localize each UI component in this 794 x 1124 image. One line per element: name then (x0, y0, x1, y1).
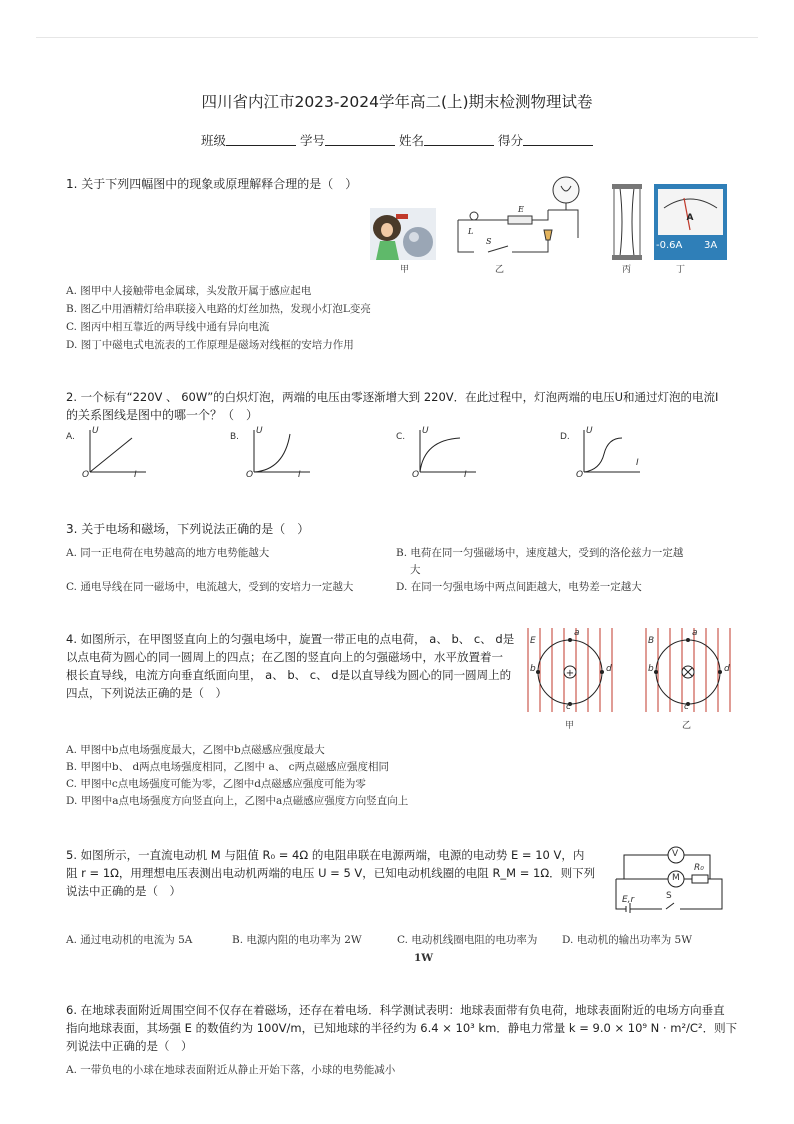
ammeter-terminal-low: -0.6A (656, 240, 683, 251)
name-label: 姓名 (398, 133, 424, 148)
q4-yi-point-c: c (684, 702, 689, 712)
student-info-line (0, 131, 794, 149)
ui-graph-concave-up (230, 426, 320, 482)
q4-figure-yi (640, 628, 740, 712)
q4-yi-point-a: a (692, 628, 698, 638)
q1-option-c[interactable]: C. 图丙中相互靠近的两导线中通有异向电流 (66, 321, 270, 333)
q4-jia-point-c: c (566, 702, 571, 712)
q3-option-a[interactable]: A. 同一正电荷在电势越高的地方电势能越大 (66, 547, 270, 559)
q5-stem-line2: 阻 r = 1Ω，用理想电压表测出电动机两端的电压 U = 5 V，已知电动机线圈的电阻 R_M = 1Ω．则下列 (66, 866, 596, 880)
q4-jia-field-label: E (530, 636, 536, 646)
q5-resistor-label: R₀ (694, 863, 704, 873)
q6-stem-line3: 列说法中正确的是（ ） (66, 1039, 193, 1053)
q2-graph-b-xaxis: I (298, 470, 301, 480)
q2-graph-d-xaxis: I (636, 458, 639, 468)
q2-graph-d-letter: D. (560, 432, 570, 442)
q2-graph-c-yaxis: U (422, 426, 429, 436)
q3-option-b-cont[interactable]: 大 (410, 564, 421, 576)
q1-label-bing: 丙 (622, 265, 632, 275)
svg-text:+: + (565, 668, 575, 679)
q6-option-a[interactable]: A. 一带负电的小球在地球表面附近从静止开始下落，小球的电势能减小 (66, 1064, 396, 1076)
q4-label-yi: 乙 (682, 721, 692, 731)
q2-graph-c-letter: C. (396, 432, 406, 442)
q5-circuit-figure (600, 843, 730, 913)
q1-option-b[interactable]: B. 图乙中用酒精灯给串联接入电路的灯丝加热，发现小灯泡L变亮 (66, 303, 371, 315)
q4-option-b[interactable]: B. 甲图中b、 d两点电场强度相同，乙图中 a、 c两点磁感应强度相同 (66, 761, 389, 773)
q5-option-a[interactable]: A. 通过电动机的电流为 5A (66, 934, 193, 946)
q5-voltmeter-label: V (672, 849, 679, 859)
q4-stem-line3: 根长直导线，电流方向垂直纸面向里， a、 b、 c、 d是以直导线为圆心的同一圆周上的 (66, 668, 512, 682)
q1-figure-jia (370, 208, 436, 260)
q3-option-d[interactable]: D. 在同一匀强电场中两点间距越大，电势差一定越大 (396, 581, 642, 593)
q2-graph-b-origin: O (246, 470, 254, 480)
score-label: 得分 (497, 133, 523, 148)
motor-circuit-diagram (600, 843, 730, 913)
ui-graph-linear (66, 426, 156, 482)
q2-graph-d-origin: O (576, 470, 584, 480)
parallel-wires-illustration (612, 184, 642, 260)
q2-stem-line2: 的关系图线是图中的哪一个？（ ） (66, 408, 259, 422)
q5-switch-label: S (666, 891, 672, 901)
q4-yi-point-d: d (724, 664, 730, 674)
q6-stem-line1: 6. 在地球表面附近周围空间不仅存在着磁场，还存在着电场．科学测试表明：地球表面带有负电荷，地球表面附近的电场方向垂直 (66, 1003, 725, 1017)
q1-option-d[interactable]: D. 图丁中磁电式电流表的工作原理是磁场对线框的安培力作用 (66, 339, 354, 351)
q2-graph-c-origin: O (412, 470, 420, 480)
q5-option-c[interactable]: C. 电动机线圈电阻的电功率为 (397, 934, 538, 946)
svg-text:S: S (486, 237, 492, 246)
ui-graph-s-curve (560, 426, 650, 482)
class-blank[interactable] (226, 133, 296, 146)
svg-text:E: E (518, 205, 524, 214)
ui-graph-concave-down (396, 426, 486, 482)
q4-stem-line4: 四点，下列说法正确的是（ ） (66, 686, 227, 700)
q4-jia-point-d: d (606, 664, 612, 674)
q2-graph-a-letter: A. (66, 432, 75, 442)
q4-option-a[interactable]: A. 甲图中b点电场强度最大，乙图中b点磁感应强度最大 (66, 744, 325, 756)
q2-graph-c-xaxis: I (464, 470, 467, 480)
q1-option-a[interactable]: A. 图甲中人接触带电金属球，头发散开属于感应起电 (66, 285, 312, 297)
q2-graph-b-yaxis: U (256, 426, 263, 436)
q4-option-d[interactable]: D. 甲图中a点电场强度方向竖直向上，乙图中a点磁感应强度方向竖直向上 (66, 795, 409, 807)
q4-jia-point-a: a (574, 628, 580, 638)
q4-stem-line2: 以点电荷为圆心的同一圆周上的四点；在乙图的竖直向上的匀强磁场中，水平放置着一 (66, 650, 503, 664)
lamp-filament-circuit (448, 172, 608, 260)
q1-stem: 1. 关于下列四幅图中的现象或原理解释合理的是（ ） (66, 177, 358, 191)
header-rule (36, 37, 758, 38)
q1-figure-yi (448, 172, 608, 260)
q6-stem-line2: 指向地球表面，其场强 E 的数值约为 100V/m，已知地球的半径约为 6.4 × 10³ km．静电力常量 k = 9.0 × 10⁹ N · m²/C²．则下 (66, 1021, 738, 1035)
q2-graph-a-origin: O (82, 470, 90, 480)
q2-graph-a[interactable] (66, 426, 156, 482)
q4-jia-point-b: b (530, 664, 536, 674)
q3-option-c[interactable]: C. 通电导线在同一磁场中，电流越大，受到的安培力一定越大 (66, 581, 354, 593)
q3-option-b[interactable]: B. 电荷在同一匀强磁场中，速度越大，受到的洛伦兹力一定越 (396, 547, 684, 559)
q2-graph-a-xaxis: I (134, 470, 137, 480)
q5-stem-line1: 5. 如图所示，一直流电动机 M 与阻值 R₀ = 4Ω 的电阻串联在电源两端，电源的电动势 E = 10 V，内 (66, 848, 585, 862)
q4-stem-line1: 4. 如图所示，在甲图竖直向上的匀强电场中，旋置一带正电的点电荷， a、 b、 c、 d是 (66, 632, 515, 646)
q2-graph-b[interactable] (230, 426, 320, 482)
q2-stem-line1: 2. 一个标有“220V 、 60W”的白炽灯泡，两端的电压由零逐渐增大到 220V．在此过程中，灯泡两端的电压U和通过灯泡的电流I (66, 390, 719, 404)
q5-source-label: E,r (622, 895, 635, 905)
q2-graph-a-yaxis: U (92, 426, 99, 436)
ammeter-terminal-high: 3A (704, 240, 718, 251)
class-label: 班级 (200, 133, 226, 148)
q5-stem-line3: 说法中正确的是（ ） (66, 884, 181, 898)
person-ball-illustration (370, 208, 436, 260)
score-blank[interactable] (523, 133, 593, 146)
q1-figure-ding (654, 184, 727, 260)
q4-label-jia: 甲 (565, 721, 575, 731)
q1-label-jia: 甲 (400, 265, 410, 275)
q2-graph-b-letter: B. (230, 432, 240, 442)
ammeter-unit: A (686, 213, 694, 223)
q2-graph-d-yaxis: U (586, 426, 593, 436)
id-label: 学号 (299, 133, 325, 148)
q4-yi-point-b: b (648, 664, 654, 674)
page-title: 四川省内江市2023-2024学年高二(上)期末检测物理试卷 (201, 93, 593, 111)
q1-label-yi: 乙 (495, 265, 505, 275)
id-blank[interactable] (325, 133, 395, 146)
q2-graph-d[interactable] (560, 426, 650, 482)
q4-yi-field-label: B (648, 636, 655, 646)
q2-graph-c[interactable] (396, 426, 486, 482)
q1-figure-bing (612, 184, 642, 260)
q5-motor-label: M (672, 873, 680, 883)
q4-figure-jia (522, 628, 622, 712)
q5-option-b[interactable]: B. 电源内阻的电功率为 2W (232, 934, 362, 946)
svg-text:L: L (468, 227, 474, 236)
name-blank[interactable] (424, 133, 494, 146)
q5-option-c-cont[interactable]: 1W (414, 952, 434, 964)
q1-label-ding: 丁 (676, 265, 686, 275)
q3-stem: 3. 关于电场和磁场，下列说法正确的是（ ） (66, 522, 310, 536)
q5-option-d[interactable]: D. 电动机的输出功率为 5W (562, 934, 693, 946)
q4-option-c[interactable]: C. 甲图中c点电场强度可能为零，乙图中d点磁感应强度可能为零 (66, 778, 366, 790)
